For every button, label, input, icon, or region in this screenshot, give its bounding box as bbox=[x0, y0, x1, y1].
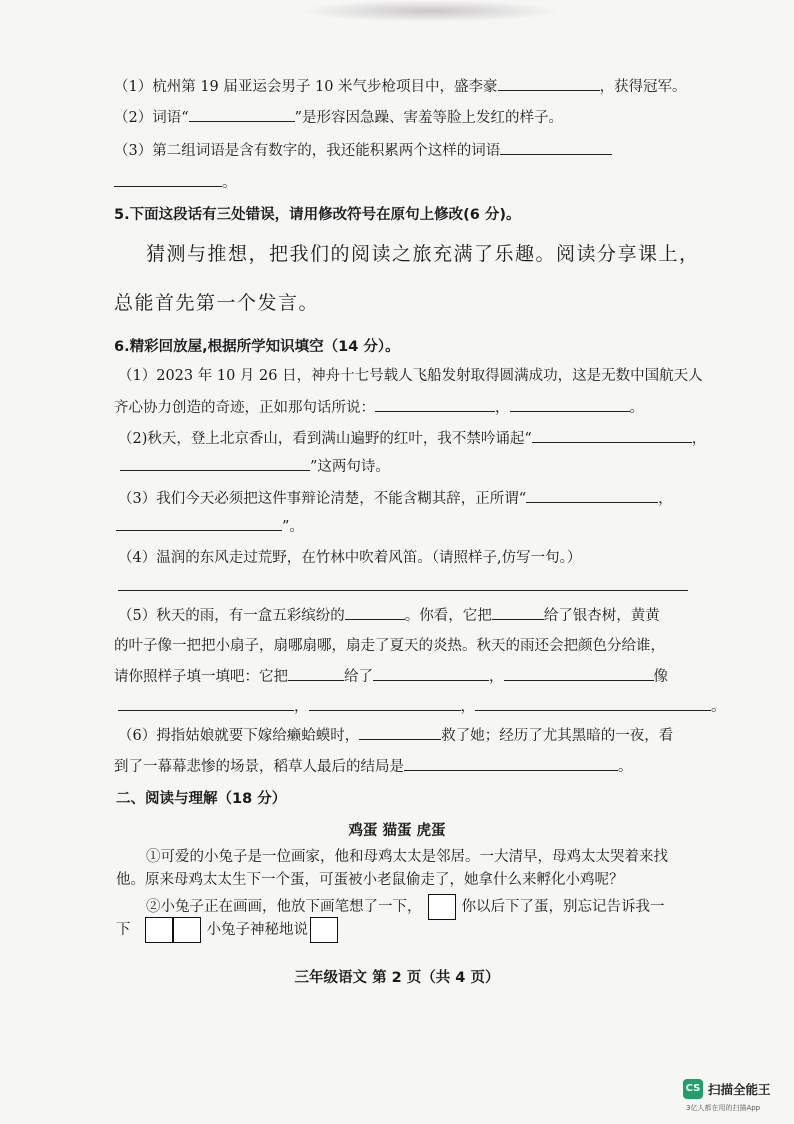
answer-blank[interactable] bbox=[492, 605, 544, 620]
answer-blank[interactable] bbox=[189, 107, 295, 122]
answer-line[interactable] bbox=[118, 590, 688, 591]
story-p1-line2: 他。原来母鸡太太生下一个蛋，可蛋被小老鼠偷走了，她拿什么来孵化小鸡呢？ bbox=[116, 872, 624, 888]
q6-item1-line1: （1）2023 年 10 月 26 日，神舟十七号载人飞船发射取得圆满成功，这是无数中国航天人 bbox=[118, 368, 703, 384]
q6-item5-line1: （5）秋天的雨，有一盒五彩缤纷的 。你看，它把 给了银杏树，黄黄 bbox=[118, 605, 660, 626]
q6-item3-line1: （3）我们今天必须把这件事辩论清楚，不能含糊其辞，正所谓“ ， bbox=[118, 488, 673, 509]
section2-heading: 二、阅读与理解（18 分） bbox=[116, 791, 287, 807]
q6-item5-line2: 的叶子像一把把小扇子，扇哪扇哪，扇走了夏天的炎热。秋天的雨还会把颜色分给谁， bbox=[114, 638, 665, 654]
answer-blank[interactable] bbox=[475, 696, 711, 711]
camscanner-slogan: 3亿人都在用的扫描App bbox=[686, 1104, 761, 1112]
answer-blank[interactable] bbox=[288, 666, 344, 681]
story-title: 鸡蛋 猫蛋 虎蛋 bbox=[348, 823, 446, 839]
story-p2-line2: 下 小兔子神秘地说 bbox=[116, 917, 338, 943]
punctuation-box[interactable] bbox=[428, 894, 456, 920]
q6-item6-line2: 到了一幕幕悲惨的场景，稻草人最后的结局是 。 bbox=[114, 756, 633, 777]
answer-blank[interactable] bbox=[359, 725, 441, 740]
answer-blank[interactable] bbox=[345, 605, 405, 620]
q5-paragraph-line1: 猜测与推想，把我们的阅读之旅充满了乐趣。阅读分享课上， bbox=[146, 243, 700, 265]
answer-blank[interactable] bbox=[375, 397, 495, 412]
answer-blank[interactable] bbox=[526, 488, 658, 503]
answer-blank[interactable] bbox=[510, 397, 630, 412]
punctuation-box[interactable] bbox=[310, 917, 338, 943]
q6-item4: （4）温润的东风走过荒野，在竹林中吹着风笛。（请照样子,仿写一句。） bbox=[118, 550, 582, 566]
q6-item5-line3: 请你照样子填一填吧：它把 给了 ， 像 bbox=[114, 666, 668, 687]
answer-blank[interactable] bbox=[532, 428, 692, 443]
q6-item3-line2: ”。 bbox=[116, 516, 304, 537]
punctuation-box[interactable] bbox=[145, 917, 173, 943]
q6-item5-line4: ， ， 。 bbox=[118, 696, 726, 717]
answer-blank[interactable] bbox=[504, 666, 654, 681]
answer-blank[interactable] bbox=[118, 696, 294, 711]
answer-blank[interactable] bbox=[498, 76, 600, 91]
q6-item1-line2: 齐心协力创造的奇迹，正如那句话所说： ， 。 bbox=[114, 397, 644, 418]
q4-item3: （3）第二组词语是含有数字的，我还能积累两个这样的词语 bbox=[114, 140, 612, 161]
camscanner-name: 扫描全能王 bbox=[708, 1082, 771, 1097]
story-p1-line1: ①可爱的小兔子是一位画家，他和母鸡太太是邻居。一大清早，母鸡太太哭着来找 bbox=[146, 849, 668, 865]
q4-item3-cont: 。 bbox=[114, 172, 237, 193]
q6-item2-line1: （2)秋天，登上北京香山，看到满山遍野的红叶，我不禁吟诵起“ ， bbox=[118, 428, 706, 449]
answer-blank[interactable] bbox=[116, 516, 282, 531]
page-footer: 三年级语文 第 2 页（共 4 页） bbox=[294, 970, 500, 986]
camscanner-logo-icon: CS bbox=[683, 1079, 703, 1099]
answer-blank[interactable] bbox=[500, 140, 612, 155]
story-p2-line1: ②小兔子正在画画，他放下画笔想了一下， 你以后下了蛋，别忘记告诉我一 bbox=[146, 894, 665, 920]
punctuation-box[interactable] bbox=[173, 917, 201, 943]
answer-blank[interactable] bbox=[404, 756, 618, 771]
answer-blank[interactable] bbox=[114, 172, 222, 187]
q4-item1: （1）杭州第 19 届亚运会男子 10 米气步枪项目中，盛李豪 ，获得冠军。 bbox=[114, 76, 687, 97]
q5-heading: 5.下面这段话有三处错误，请用修改符号在原句上修改(6 分)。 bbox=[114, 207, 521, 223]
q5-paragraph-line2: 总能首先第一个发言。 bbox=[114, 292, 320, 314]
q6-heading: 6.精彩回放屋,根据所学知识填空（14 分）。 bbox=[114, 339, 400, 355]
q6-item6-line1: （6）拇指姑娘就要下嫁给癞蛤蟆时， 救了她；经历了尤其黑暗的一夜，看 bbox=[118, 725, 673, 746]
q4-item2: （2）词语“ ”是形容因急躁、害羞等脸上发红的样子。 bbox=[114, 107, 563, 128]
answer-blank[interactable] bbox=[309, 696, 461, 711]
answer-blank[interactable] bbox=[373, 666, 489, 681]
answer-blank[interactable] bbox=[120, 456, 310, 471]
q6-item2-line2: ”这两句诗。 bbox=[120, 456, 390, 477]
